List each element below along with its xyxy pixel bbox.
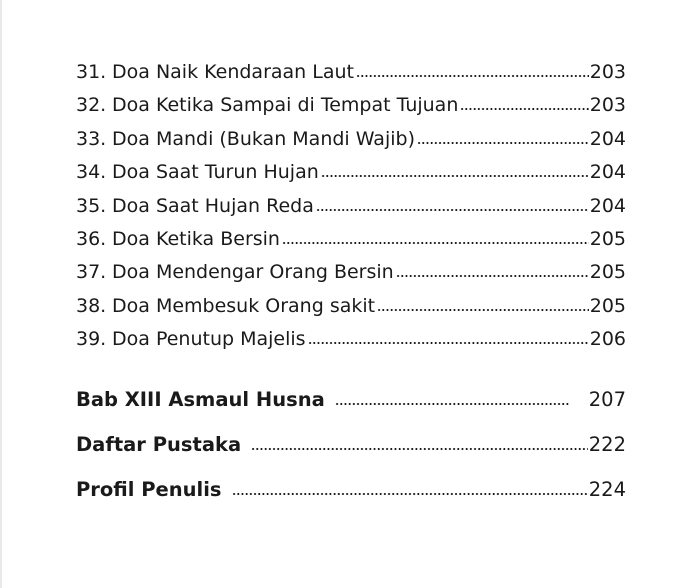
page-edge [0, 0, 2, 588]
toc-entry-35[interactable] [76, 190, 626, 223]
toc-entry-32[interactable] [76, 89, 626, 122]
toc-section-page: 207 [588, 387, 626, 411]
dot-leader [396, 275, 589, 277]
dot-leader [308, 342, 589, 344]
toc-entry-title: Doa Penutup Majelis [112, 328, 306, 351]
toc-entry-number: 33. [76, 127, 107, 150]
dot-leader [321, 175, 589, 177]
toc-entry-title: Doa Ketika Sampai di Tempat Tujuan [112, 94, 459, 117]
table-of-contents [76, 56, 626, 512]
toc-section-title: Bab XIII Asmaul Husna [76, 387, 325, 411]
toc-entry-number: 32. [76, 94, 107, 117]
toc-entry-36[interactable] [76, 223, 626, 256]
toc-entry-31[interactable] [76, 56, 626, 89]
toc-entry-38[interactable] [76, 290, 626, 323]
toc-entry-number: 36. [76, 227, 107, 250]
dot-leader [251, 448, 588, 450]
toc-entry-number: 31. [76, 61, 107, 83]
dot-leader [377, 309, 589, 311]
toc-entry-34[interactable] [76, 156, 626, 189]
toc-entry-33[interactable] [76, 123, 626, 156]
toc-section-bab-xiii[interactable] [76, 377, 626, 422]
dot-leader [356, 75, 589, 77]
toc-entry-page: 203 [589, 94, 626, 117]
toc-entry-37[interactable] [76, 256, 626, 289]
dot-leader [417, 142, 589, 144]
toc-section-title: Profil Penulis [76, 477, 222, 501]
toc-entry-title: Doa Mandi (Bukan Mandi Wajib) [112, 127, 415, 150]
toc-entry-title: Doa Saat Turun Hujan [112, 161, 319, 184]
toc-entry-page: 206 [589, 328, 626, 351]
toc-entry-39[interactable] [76, 323, 626, 356]
toc-entry-title: Doa Naik Kendaraan Laut [112, 61, 354, 83]
toc-entry-title: Doa Mendengar Orang Bersin [112, 261, 394, 284]
toc-entry-number: 38. [76, 294, 107, 317]
toc-entry-title: Doa Ketika Bersin [112, 227, 280, 250]
dot-leader [460, 108, 588, 110]
toc-entry-number: 37. [76, 261, 107, 284]
toc-entry-page: 205 [589, 261, 626, 284]
toc-entry-page: 204 [589, 161, 626, 184]
toc-entry-page: 203 [589, 61, 626, 83]
toc-entry-page: 204 [589, 127, 626, 150]
toc-section-title: Daftar Pustaka [76, 432, 242, 456]
toc-section-daftar-pustaka[interactable] [76, 422, 626, 467]
toc-entry-number: 35. [76, 194, 107, 217]
toc-entry-title: Doa Saat Hujan Reda [112, 194, 314, 217]
toc-entry-title: Doa Membesuk Orang sakit [112, 294, 376, 317]
toc-entry-page: 205 [589, 227, 626, 250]
toc-entry-page: 204 [589, 194, 626, 217]
toc-section-page: 224 [588, 477, 626, 501]
dot-leader [335, 403, 570, 405]
dot-leader [316, 209, 589, 211]
dot-leader [232, 493, 588, 495]
toc-entry-page: 205 [589, 294, 626, 317]
toc-section-page: 222 [588, 432, 626, 456]
toc-section-profil-penulis[interactable] [76, 467, 626, 512]
dot-leader [282, 242, 589, 244]
toc-entry-number: 39. [76, 328, 107, 351]
toc-entry-number: 34. [76, 161, 107, 184]
section-spacer [76, 357, 626, 377]
